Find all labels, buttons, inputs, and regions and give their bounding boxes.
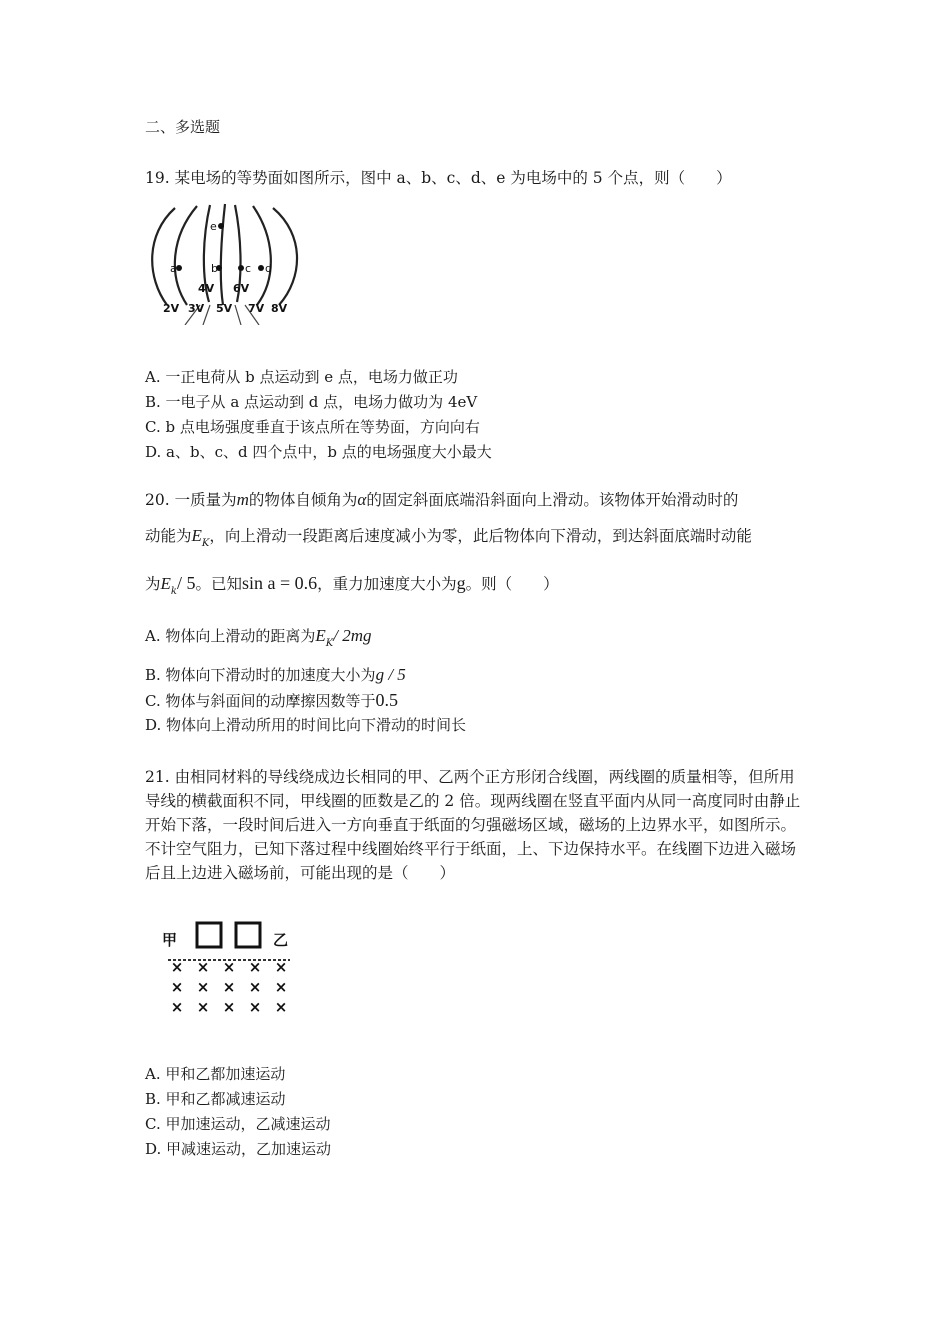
- q20-option-d[interactable]: D. 物体向上滑动所用的时间比向下滑动的时间长: [145, 716, 467, 734]
- equipotential-line-2v: [152, 208, 175, 305]
- point-c-dot: [238, 265, 244, 271]
- point-a-dot: [176, 265, 182, 271]
- coil-yi: [236, 923, 260, 947]
- field-cross: ×: [222, 958, 236, 976]
- q20-option-a[interactable]: A. 物体向上滑动的距离为$E_K/$ 2mg: [145, 626, 372, 649]
- q21-option-b[interactable]: B. 甲和乙都减速运动: [145, 1090, 286, 1108]
- q20-option-b[interactable]: B. 物体向下滑动时的加速度大小为g / 5: [145, 665, 406, 684]
- field-cross: ×: [196, 978, 210, 996]
- point-label-e: e: [210, 220, 217, 233]
- coil-label-jia: 甲: [162, 931, 178, 949]
- coil-label-yi: 乙: [273, 931, 289, 949]
- voltage-label-7v: 7V: [248, 302, 265, 315]
- q20-line-2: 动能为$E_K$，向上滑动一段距离后速度减小为零，此后物体向下滑动，到达斜面底端时动能: [145, 526, 752, 549]
- q19-stem: 19. 某电场的等势面如图所示，图中 a、b、c、d、e 为电场中的 5 个点，则（ ）: [145, 169, 732, 187]
- q21-option-c[interactable]: C. 甲加速运动，乙减速运动: [145, 1115, 331, 1133]
- voltage-label-6v: 6V: [233, 282, 250, 295]
- field-cross: ×: [248, 998, 262, 1016]
- point-label-c: c: [245, 262, 252, 275]
- q20-line-3: 为$E_k/$ 5。已知sin a = 0.6，重力加速度大小为g。则（ ）: [145, 573, 559, 597]
- equipotential-line-8v: [273, 208, 297, 305]
- field-cross: ×: [170, 998, 184, 1016]
- q19-option-c[interactable]: C. b 点电场强度垂直于该点所在等势面，方向向右: [145, 418, 480, 436]
- field-cross: ×: [170, 958, 184, 976]
- voltage-label-5v: 5V: [216, 302, 233, 315]
- q19-option-d[interactable]: D. a、b、c、d 四个点中，b 点的电场强度大小最大: [145, 443, 492, 461]
- voltage-label-4v: 4V: [198, 282, 215, 295]
- point-label-b: b: [211, 262, 218, 275]
- point-e-dot: [218, 223, 224, 229]
- q21-option-a[interactable]: A. 甲和乙都加速运动: [145, 1065, 286, 1083]
- field-cross: ×: [170, 978, 184, 996]
- q19-option-b[interactable]: B. 一电子从 a 点运动到 d 点，电场力做功为 4eV: [145, 393, 478, 411]
- field-line: [235, 305, 241, 325]
- equipotential-line-3v: [175, 206, 197, 305]
- equipotential-line-5v: [221, 204, 225, 305]
- point-d-dot: [258, 265, 264, 271]
- section-title: 二、多选题: [145, 118, 221, 136]
- coil-jia: [197, 923, 221, 947]
- q19-equipotential-figure: [145, 200, 305, 325]
- ek-symbol: E: [191, 526, 202, 545]
- q20-line-1: 20. 一质量为m的物体自倾角为α的固定斜面底端沿斜面向上滑动。该物体开始滑动时的: [145, 490, 739, 509]
- q19-option-a[interactable]: A. 一正电荷从 b 点运动到 e 点，电场力做正功: [145, 368, 458, 386]
- equipotential-line-7v: [253, 206, 271, 305]
- q21-magnetic-field-figure: [160, 915, 300, 1020]
- q21-stem: 21. 由相同材料的导线绕成边长相同的甲、乙两个正方形闭合线圈，两线圈的质量相等，但所用导线的横截面积不同，甲线圈的匝数是乙的 2 倍。现两线圈在竖直平面内从同一高度同时由静止开始下落，一段时间后进入一方向垂直于纸面的匀强磁场区域，磁场的上边界水平，如图所示。不计空气阻力，已知下落过程中线圈始终平行于纸面，上、下边保持水平。在线圈下边进入磁场后且上边进入磁场前，可能出现的是（ ）: [145, 768, 801, 882]
- field-cross: ×: [248, 958, 262, 976]
- field-cross: ×: [274, 998, 288, 1016]
- point-label-a: a: [170, 262, 177, 275]
- field-cross: ×: [274, 978, 288, 996]
- q20-option-c[interactable]: C. 物体与斜面间的动摩擦因数等于0.5: [145, 690, 398, 710]
- field-cross: ×: [222, 978, 236, 996]
- point-label-d: d: [265, 262, 272, 275]
- field-cross: ×: [274, 958, 288, 976]
- field-cross: ×: [196, 998, 210, 1016]
- voltage-label-3v: 3V: [188, 302, 205, 315]
- field-cross: ×: [222, 998, 236, 1016]
- voltage-label-2v: 2V: [163, 302, 180, 315]
- field-cross: ×: [196, 958, 210, 976]
- voltage-label-8v: 8V: [271, 302, 288, 315]
- field-cross: ×: [248, 978, 262, 996]
- sin-expression: sin a = 0.6: [242, 573, 318, 593]
- q21-option-d[interactable]: D. 甲减速运动，乙加速运动: [145, 1140, 332, 1158]
